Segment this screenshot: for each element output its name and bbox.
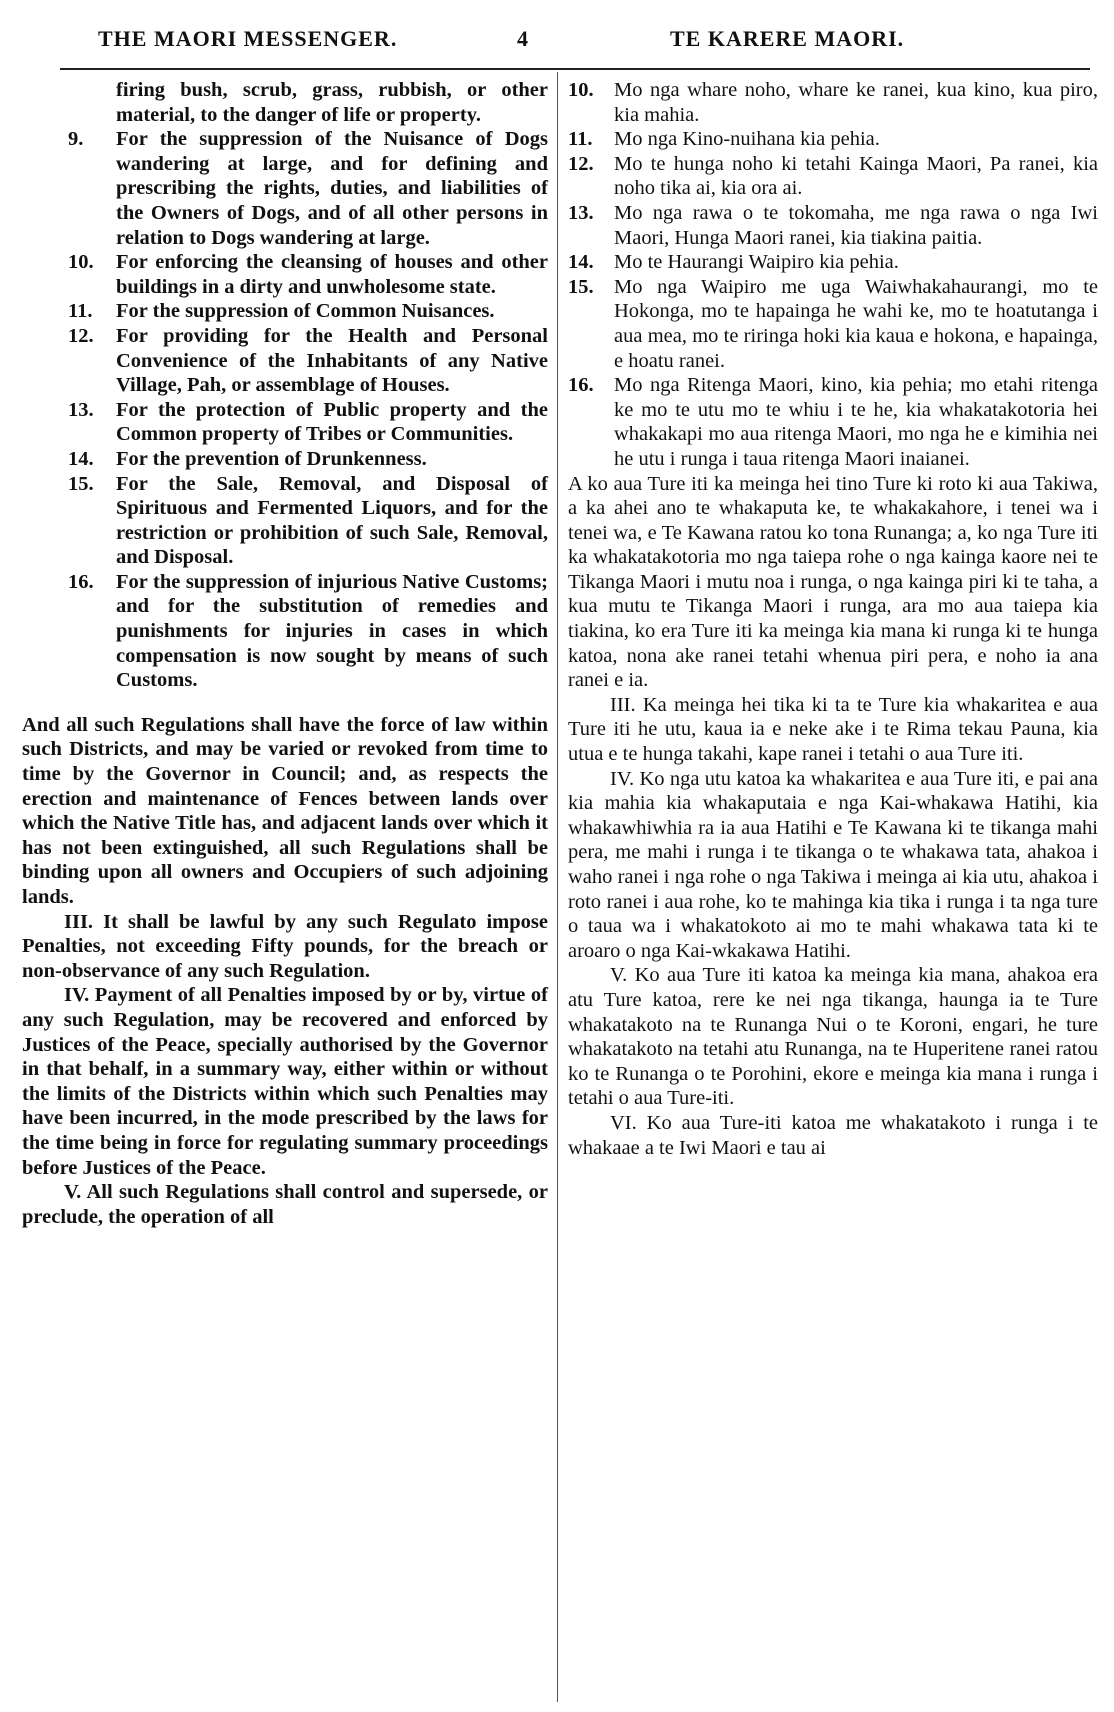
section-v: V. All such Regulations shall control and supersede, or preclude, the operation of all	[22, 1181, 548, 1228]
regulations-paragraph: And all such Regulations shall have the force of law within such Districts, and may be varied or revoked from time to time by the Governor in Council; and, as respects the erection and maintenance of Fences between lands over which the Native Title has, and adjacent lands over which it has not been extinguished, all such Regulations shall be binding upon all owners and Occupiers of such adjoining lands.	[22, 713, 548, 908]
item-8-continuation: firing bush, scrub, grass, rubbish, or other material, to the danger of life or property.	[116, 79, 548, 126]
section-iii: III. It shall be lawful by any such Regulato impose Penalties, not exceeding Fifty pounds, for the breach or non-observance of any such Regulation.	[22, 910, 548, 982]
list-item: 14. For the prevention of Drunkenness.	[68, 447, 427, 470]
section-vi-maori: VI. Ko aua Ture-iti katoa me whakatakoto i runga i te whakaae a te Iwi Maori e tau ai	[568, 1111, 1098, 1159]
list-item: 13. Mo nga rawa o te tokomaha, me nga rawa o nga Iwi Maori, Hunga Maori ranei, kia tiakina paitia.	[568, 201, 1098, 249]
section-iv: IV. Payment of all Penalties imposed by or by, virtue of any such Regulation, may be recovered and enforced by Justices of the Peace, specially authorised by the Governor in that behalf, in a summary way, either within or without the limits of the Districts within which such Penalties may have been incurred, in the mode prescribed by the laws for the time being in force for regulating summary proceedings before Justices of the Peace.	[22, 984, 548, 1179]
column-divider	[557, 72, 558, 1702]
paragraph-a: A ko aua Ture iti ka meinga hei tino Ture ki roto ki aua Takiwa, a ka ahei ano te whakaputa ke, te whakakahore, i tenei wa i tenei wa, e Te Kawana ratou ko tona Runanga; a, ko nga Ture iti ka whakatakotoria mo nga taiepa rohe o nga kainga kaore nei te Tikanga Maori i mutu noa i runga, o nga kainga piri ki te taha, a kua mutu te Tikanga Maori i runga, ara mo aua taiepa kia tiakina, ko era Ture iti ka meinga kia mana ki runga ki te hunga katoa, nona ake ranei tetahi whenua piri pera, e noho ia ana ranei e ia.	[568, 472, 1098, 692]
maori-column	[568, 78, 1098, 1160]
page-number: 4	[517, 26, 529, 51]
page-header	[20, 14, 1094, 54]
masthead-maori: TE KARERE MAORI.	[670, 26, 905, 51]
list-item: 13. For the protection of Public property and the Common property of Tribes or Communities.	[68, 398, 548, 446]
list-item: 12. Mo te hunga noho ki tetahi Kainga Maori, Pa ranei, kia noho tika ai, kia ora ai.	[568, 152, 1098, 200]
list-item: 16. For the suppression of injurious Native Customs; and for the substitution of remedies and punishments for injuries in cases in which compensation is now sought by means of such Customs.	[68, 570, 548, 692]
list-item: 16. Mo nga Ritenga Maori, kino, kia pehia; mo etahi ritenga ke mo te utu mo te whiu i te he, kia whakatakotoria hei whakakapi mo aua ritenga Maori, mo nga he e kimihia nei he utu i runga i taua ritenga Maori inaianei.	[568, 374, 1098, 470]
list-item: 10. For enforcing the cleansing of houses and other buildings in a dirty and unwholesome state.	[68, 251, 548, 298]
list-item: 10. Mo nga whare noho, whare ke ranei, kua kino, kua piro, kia mahia.	[568, 79, 1098, 126]
list-item: 12. For providing for the Health and Personal Convenience of the Inhabitants of any Native Village, Pah, or assemblage of Houses.	[68, 324, 548, 397]
list-item: 11. Mo nga Kino-nuihana kia pehia.	[568, 128, 880, 151]
list-item: 11. For the suppression of Common Nuisances.	[68, 300, 495, 323]
list-item: 9. For the suppression of the Nuisance of Dogs wandering at large, and for defining and prescribing the rights, duties, and liabilities of the Owners of Dogs, and of all other persons in relation to Dogs wandering at large.	[68, 128, 548, 249]
list-item: 14. Mo te Haurangi Waipiro kia pehia.	[568, 251, 899, 274]
section-v-maori: V. Ko aua Ture iti katoa ka meinga kia mana, ahakoa era atu Ture katoa, rere ke nei nga tikanga, haunga ia te Ture whakatakoto na te Runanga Nui o te Koroni, engari, he ture whakatakoto na tetahi atu Runanga, na te Huperitene ranei ratou ko te Runanga o te Porohini, ekore e meinga kia mana i runga i tetahi o aua Ture-iti.	[568, 964, 1098, 1110]
paragraph-gap	[22, 693, 548, 713]
section-iii-maori: III. Ka meinga hei tika ki ta te Ture kia whakaritea e aua Ture iti he utu, kaua ia e neke ake i te Rima tekau Pauna, kia utua e te hunga takahi, kape ranei i tetahi o aua Ture iti.	[568, 693, 1098, 766]
english-column	[22, 78, 548, 1229]
list-item: 15. For the Sale, Removal, and Disposal of Spirituous and Fermented Liquors, and for the restriction or prohibition of such Sale, Removal, and Disposal.	[68, 472, 548, 569]
masthead-english: THE MAORI MESSENGER.	[98, 26, 398, 51]
list-item: 15. Mo nga Waipiro me uga Waiwhakahaurangi, mo te Hokonga, mo te hapainga he wahi ke, mo te hoatutanga i aua mea, mo te riringa hoki kia kaua e hokona, e hapainga, e hoatu ranei.	[568, 275, 1098, 372]
section-iv-maori: IV. Ko nga utu katoa ka whakaritea e aua Ture iti, e pai ana kia mahia kia whakaputaia e nga Kai-whakawa Hatihi, kia whakawhiwhia ra ia aua Hatihi e Te Kawana ki te tikanga mahi pera, me mahi i runga i te tikanga o te whakawa tata, ahakoa i waho ranei i nga rohe o nga Takiwa i meinga ai kia utu, ahakoa i roto ranei i aua rohe, ko te mahinga kia tika i runga i ta nga ture o taua wa i whakatokoto ai mo te mahi whakawa tata ki te aroaro o nga Kai-wkakawa Hatihi.	[568, 767, 1098, 962]
header-rule	[60, 68, 1090, 70]
